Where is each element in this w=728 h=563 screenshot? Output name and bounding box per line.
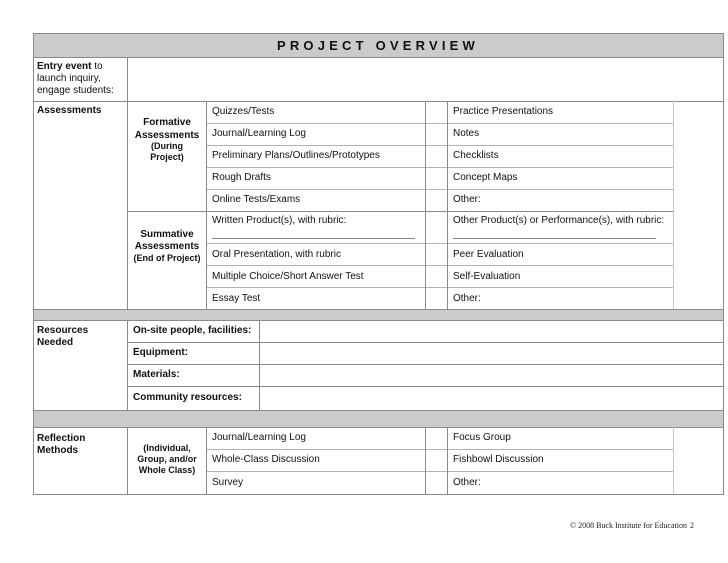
resource-label: Equipment: — [133, 347, 188, 358]
checkbox-cell[interactable] — [426, 244, 447, 265]
reflection-item[interactable]: Focus Group — [453, 432, 511, 443]
checkbox-cell[interactable] — [674, 190, 723, 211]
entry-event-line2: launch inquiry, — [37, 73, 101, 84]
formative-item[interactable]: Quizzes/Tests — [212, 106, 275, 117]
checkbox-cell[interactable] — [426, 450, 447, 471]
reflection-item[interactable]: Fishbowl Discussion — [453, 454, 544, 465]
checkbox-cell[interactable] — [674, 244, 723, 265]
checkbox-cell[interactable] — [674, 124, 723, 145]
summative-title — [128, 229, 206, 253]
checkbox-cell[interactable] — [426, 212, 447, 243]
checkbox-cell[interactable] — [426, 124, 447, 145]
formative-item[interactable]: Rough Drafts — [212, 172, 271, 183]
formative-item[interactable]: Notes — [453, 128, 480, 139]
checkbox-cell[interactable] — [426, 428, 447, 449]
resource-field[interactable] — [260, 321, 723, 342]
reflection-item[interactable]: Whole-Class Discussion — [212, 454, 320, 465]
reflection-subtitle-line1: (Individual, — [143, 443, 191, 453]
checkbox-cell[interactable] — [426, 266, 447, 287]
checkbox-cell[interactable] — [426, 288, 447, 309]
resource-label: Materials: — [133, 369, 180, 380]
summative-item[interactable]: Written Product(s), with rubric: — [212, 215, 347, 226]
summative-item[interactable]: Oral Presentation, with rubric — [212, 249, 341, 260]
reflection-subtitle — [128, 443, 206, 476]
summative-item[interactable]: Self-Evaluation — [453, 271, 521, 282]
checkbox-cell[interactable] — [674, 266, 723, 287]
formative-item[interactable]: Practice Presentations — [453, 106, 554, 117]
checkbox-cell[interactable] — [426, 146, 447, 167]
summative-item[interactable]: Peer Evaluation — [453, 249, 524, 260]
resource-label: On-site people, facilities: — [133, 325, 252, 336]
resource-field[interactable] — [260, 387, 723, 410]
entry-event-to: to — [91, 61, 103, 72]
checkbox-cell[interactable] — [426, 168, 447, 189]
formative-item[interactable]: Concept Maps — [453, 172, 518, 183]
formative-subtitle-line2: Project) — [150, 152, 184, 162]
checkbox-cell[interactable] — [674, 168, 723, 189]
page-title: PROJECT OVERVIEW — [276, 38, 480, 53]
entry-event-bold: Entry event — [37, 61, 92, 72]
summative-item[interactable]: Multiple Choice/Short Answer Test — [212, 271, 364, 282]
assessments-label: Assessments — [37, 105, 102, 116]
copyright-text: © 2008 Buck Institute for Education — [570, 521, 687, 530]
resource-field[interactable] — [260, 343, 723, 364]
formative-item[interactable]: Preliminary Plans/Outlines/Prototypes — [212, 150, 380, 161]
checkbox-cell[interactable] — [674, 146, 723, 167]
checkbox-cell[interactable] — [674, 212, 723, 243]
other-product-blank[interactable] — [453, 238, 656, 239]
formative-item[interactable]: Other: — [453, 194, 481, 205]
summative-subtitle: (End of Project) — [133, 253, 201, 263]
checkbox-cell[interactable] — [674, 102, 723, 123]
formative-item[interactable]: Checklists — [453, 150, 499, 161]
summative-item[interactable]: Essay Test — [212, 293, 261, 304]
resources-label-line1: Resources — [37, 325, 89, 336]
separator-band — [33, 410, 723, 427]
reflection-item[interactable]: Survey — [212, 477, 244, 488]
reflection-label-line2: Methods — [37, 445, 79, 456]
formative-title-line1: Formative — [143, 117, 191, 128]
reflection-subtitle-line3: Whole Class) — [138, 465, 196, 475]
written-product-blank[interactable] — [212, 238, 415, 239]
resources-label-line2: Needed — [37, 337, 74, 348]
formative-title — [128, 117, 206, 142]
formative-item[interactable]: Journal/Learning Log — [212, 128, 306, 139]
reflection-item[interactable]: Journal/Learning Log — [212, 432, 306, 443]
checkbox-cell[interactable] — [674, 288, 723, 309]
resources-label — [37, 325, 88, 349]
reflection-item[interactable]: Other: — [453, 477, 481, 488]
entry-event-line3: engage students: — [37, 85, 114, 96]
reflection-label-line1: Reflection — [37, 433, 86, 444]
reflection-subtitle-line2: Group, and/or — [137, 454, 197, 464]
summative-title-line1: Summative — [140, 229, 194, 240]
checkbox-cell[interactable] — [674, 472, 723, 494]
entry-event-field[interactable] — [128, 58, 723, 101]
formative-subtitle-line1: (During — [151, 141, 183, 151]
checkbox-cell[interactable] — [674, 428, 723, 449]
formative-title-line2: Assessments — [134, 130, 200, 141]
summative-item[interactable]: Other Product(s) or Performance(s), with rubric: — [453, 215, 665, 226]
summative-item[interactable]: Other: — [453, 293, 481, 304]
formative-item[interactable]: Online Tests/Exams — [212, 194, 301, 205]
checkbox-cell[interactable] — [426, 472, 447, 494]
page-number: 2 — [690, 521, 694, 530]
separator-band — [33, 309, 723, 320]
checkbox-cell[interactable] — [426, 190, 447, 211]
reflection-label — [37, 433, 85, 457]
resource-field[interactable] — [260, 365, 723, 386]
entry-event-label — [37, 61, 103, 73]
checkbox-cell[interactable] — [674, 450, 723, 471]
checkbox-cell[interactable] — [426, 102, 447, 123]
formative-subtitle — [128, 141, 206, 163]
resource-label: Community resources: — [133, 392, 242, 403]
summative-title-line2: Assessments — [134, 241, 200, 252]
